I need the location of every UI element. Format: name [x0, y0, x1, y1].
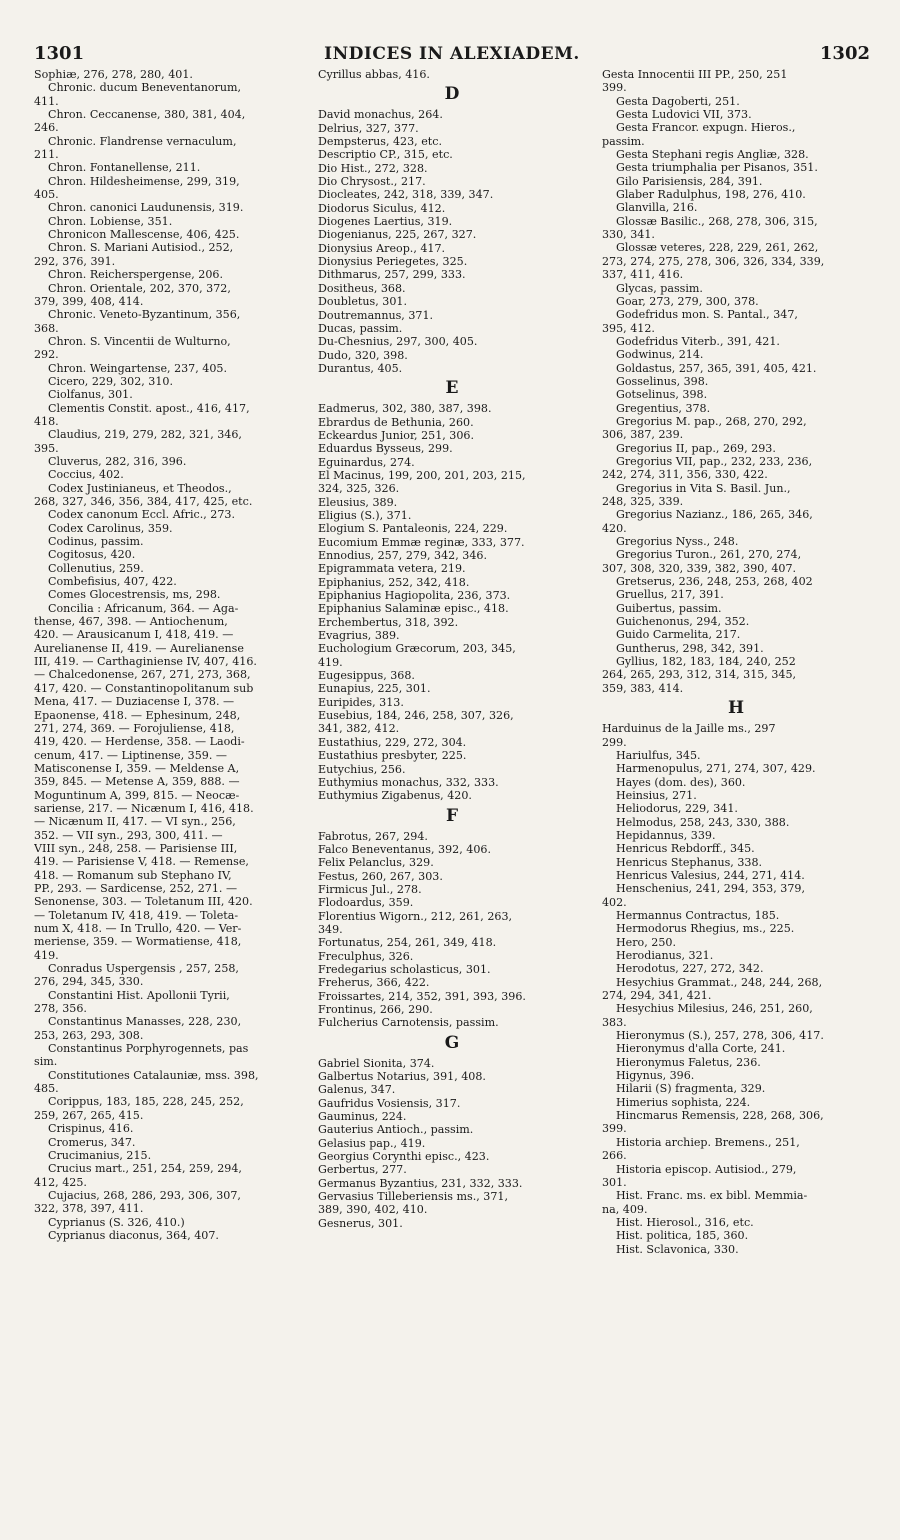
- index-entry: Hero, 250.: [616, 935, 676, 949]
- index-entry: Gauminus, 224.: [318, 1110, 407, 1124]
- index-entry: Gelasius pap., 419.: [318, 1136, 426, 1150]
- index-column-1: [34, 68, 302, 1256]
- index-entry: 292, 376, 391.: [34, 254, 116, 268]
- index-entry: 341, 382, 412.: [318, 722, 400, 736]
- index-entry: passim.: [602, 134, 645, 148]
- index-entry: Galenus, 347.: [318, 1083, 396, 1097]
- index-entry: Diogenianus, 225, 267, 327.: [318, 228, 477, 242]
- index-entry: Ciolfanus, 301.: [48, 388, 133, 402]
- index-entry: 379, 399, 408, 414.: [34, 294, 144, 308]
- index-entry: Gotselinus, 398.: [616, 388, 708, 402]
- index-entry: Chronic. Flandrense vernaculum,: [48, 134, 237, 148]
- index-entry: Dithmarus, 257, 299, 333.: [318, 268, 466, 282]
- index-entry: Godwinus, 214.: [616, 348, 704, 362]
- index-entry: Glaber Radulphus, 198, 276, 410.: [616, 188, 806, 202]
- index-entry: Diocleates, 242, 318, 339, 347.: [318, 188, 494, 202]
- index-entry: Corippus, 183, 185, 228, 245, 252,: [48, 1095, 244, 1109]
- index-entry: Ducas, passim.: [318, 321, 403, 335]
- index-entry: 307, 308, 320, 339, 382, 390, 407.: [602, 561, 797, 575]
- index-entry: Gesta Francor. expugn. Hieros.,: [616, 121, 796, 135]
- index-entry: Eustathius presbyter, 225.: [318, 749, 467, 763]
- index-entry: Gesta Innocentii III PP., 250, 251: [602, 68, 788, 81]
- index-entry: sariense, 217. — Nicænum I, 416, 418.: [34, 801, 254, 815]
- index-entry: 395, 412.: [602, 321, 655, 335]
- index-entry: Hermannus Contractus, 185.: [616, 908, 780, 922]
- index-entry: Coccius, 402.: [48, 468, 124, 482]
- index-entry: Hincmarus Remensis, 228, 268, 306,: [616, 1109, 824, 1123]
- index-entry: thense, 467, 398. — Antiochenum,: [34, 615, 228, 629]
- index-entry: Guntherus, 298, 342, 391.: [616, 641, 764, 655]
- index-entry: 359, 383, 414.: [602, 681, 684, 695]
- index-entry: 242, 274, 311, 356, 330, 422.: [602, 468, 768, 482]
- index-entry: El Macinus, 199, 200, 201, 203, 215,: [318, 468, 526, 482]
- index-entry: Cromerus, 347.: [48, 1135, 136, 1149]
- index-entry: Diogenes Laertius, 319.: [318, 215, 453, 229]
- index-entry: Goar, 273, 279, 300, 378.: [616, 294, 759, 308]
- index-entry: Eguinardus, 274.: [318, 455, 415, 469]
- index-entry: Historia episcop. Autisiod., 279,: [616, 1162, 797, 1176]
- index-entry: Chron. Orientale, 202, 370, 372,: [48, 281, 231, 295]
- index-entry: — Chalcedonense, 267, 271, 273, 368,: [34, 668, 251, 682]
- index-entry: Cluverus, 282, 316, 396.: [48, 454, 187, 468]
- index-entry: Eunapius, 225, 301.: [318, 682, 431, 696]
- index-entry: 259, 267, 265, 415.: [34, 1108, 144, 1122]
- index-entry: Hepidannus, 339.: [616, 828, 716, 842]
- index-entry: Crucimanius, 215.: [48, 1148, 152, 1162]
- index-entry: Dositheus, 368.: [318, 281, 406, 295]
- index-entry: Chron. Reicherspergense, 206.: [48, 268, 223, 282]
- index-entry: 264, 265, 293, 312, 314, 315, 345,: [602, 668, 797, 682]
- index-entry: Hermodorus Rhegius, ms., 225.: [616, 922, 795, 936]
- index-entry: Herodotus, 227, 272, 342.: [616, 962, 764, 976]
- index-entry: 420.: [602, 521, 627, 535]
- index-entry: Freherus, 366, 422.: [318, 976, 430, 990]
- index-entry: Godefridus Viterb., 391, 421.: [616, 334, 780, 348]
- index-entry: Eucomium Emmæ reginæ, 333, 377.: [318, 535, 525, 549]
- index-entry: 337, 411, 416.: [602, 268, 684, 282]
- index-entry: Falco Beneventanus, 392, 406.: [318, 842, 491, 856]
- index-entry: Codex Carolinus, 359.: [48, 521, 173, 535]
- index-entry: Euthymius Zigabenus, 420.: [318, 789, 472, 803]
- index-entry: Gregorius II, pap., 269, 293.: [616, 441, 776, 455]
- index-entry: Gesta Dagoberti, 251.: [616, 94, 740, 108]
- index-entry: 273, 274, 275, 278, 306, 326, 334, 339,: [602, 254, 825, 268]
- index-entry: Dio Chrysost., 217.: [318, 175, 426, 189]
- index-entry: Chronic. ducum Beneventanorum,: [48, 81, 242, 95]
- index-entry: Crucius mart., 251, 254, 259, 294,: [48, 1162, 242, 1176]
- index-entry: 253, 263, 293, 308.: [34, 1028, 144, 1042]
- index-entry: Chron. Weingartense, 237, 405.: [48, 361, 227, 375]
- index-entry: Matisconense I, 359. — Meldense A,: [34, 761, 240, 775]
- index-entry: Cyrillus abbas, 416.: [318, 68, 430, 81]
- index-entry: 271, 274, 369. — Forojuliense, 418,: [34, 721, 235, 735]
- index-entry: 211.: [34, 148, 59, 162]
- index-entry: Glossæ veteres, 228, 229, 261, 262,: [616, 241, 819, 255]
- index-entry: 383.: [602, 1015, 627, 1029]
- index-entry: Galbertus Notarius, 391, 408.: [318, 1070, 486, 1084]
- index-entry: Gabriel Sionita, 374.: [318, 1056, 435, 1070]
- index-entry: na, 409.: [602, 1202, 648, 1216]
- index-entry: 485.: [34, 1082, 59, 1096]
- index-column-2: [318, 68, 586, 1256]
- index-entry: 419. — Parisiense V, 418. — Remense,: [34, 855, 249, 869]
- index-entry: 359, 845. — Metense A, 359, 888. —: [34, 775, 240, 789]
- index-entry: Aurelianense II, 419. — Aurelianense: [34, 641, 244, 655]
- index-entry: Herodianus, 321.: [616, 949, 714, 962]
- index-entry: Chron. Hildesheimense, 299, 319,: [48, 174, 240, 188]
- index-entry: Hesychius Grammat., 248, 244, 268,: [616, 975, 823, 989]
- index-entry: Goldastus, 257, 365, 391, 405, 421.: [616, 361, 817, 375]
- index-entry: Cicero, 229, 302, 310.: [48, 374, 174, 388]
- index-entry: PP., 293. — Sardicense, 252, 271. —: [34, 881, 238, 895]
- index-entry: Guido Carmelita, 217.: [616, 628, 741, 642]
- index-entry: Freculphus, 326.: [318, 949, 414, 963]
- index-entry: Germanus Byzantius, 231, 332, 333.: [318, 1176, 523, 1190]
- section-letter: F: [445, 805, 459, 826]
- index-entry: 299.: [602, 735, 627, 749]
- index-entry: Hieronymus (S.), 257, 278, 306, 417.: [616, 1029, 824, 1043]
- index-entry: — Nicænum II, 417. — VI syn., 256,: [34, 815, 236, 829]
- index-entry: cenum, 417. — Liptinense, 359. —: [34, 748, 227, 762]
- index-entry: Firmicus Jul., 278.: [318, 882, 422, 896]
- index-entry: Euripides, 313.: [318, 695, 404, 709]
- index-entry: Historia archiep. Bremens., 251,: [616, 1135, 800, 1149]
- index-entry: Festus, 260, 267, 303.: [318, 869, 443, 883]
- index-entry: Mena, 417. — Duziacense I, 378. —: [34, 695, 235, 709]
- index-entry: Conradus Uspergensis , 257, 258,: [48, 962, 239, 976]
- index-entry: Hist. Franc. ms. ex bibl. Memmia-: [616, 1189, 808, 1203]
- index-entry: Higynus, 396.: [616, 1069, 695, 1083]
- index-entry: Gauterius Antioch., passim.: [318, 1123, 474, 1137]
- index-entry: 274, 294, 341, 421.: [602, 989, 712, 1003]
- index-entry: Du-Chesnius, 297, 300, 405.: [318, 335, 478, 349]
- index-entry: num X, 418. — In Trullo, 420. — Ver-: [34, 922, 242, 935]
- index-entry: Hilarii (S) fragmenta, 329.: [616, 1082, 766, 1096]
- index-entry: Hist. Sclavonica, 330.: [616, 1242, 739, 1256]
- index-entry: Chron. Fontanellense, 211.: [48, 161, 201, 175]
- index-entry: 368.: [34, 321, 59, 335]
- index-entry: Hesychius Milesius, 246, 251, 260,: [616, 1002, 813, 1016]
- index-entry: Eligius (S.), 371.: [318, 508, 412, 522]
- index-entry: Gregorius M. pap., 268, 270, 292,: [616, 414, 807, 428]
- index-entry: Henricus Stephanus, 338.: [616, 855, 763, 869]
- index-entry: Gosselinus, 398.: [616, 374, 709, 388]
- page-title: INDICES IN ALEXIADEM.: [324, 44, 580, 64]
- page-header: [34, 30, 870, 64]
- index-entry: Ennodius, 257, 279, 342, 346.: [318, 549, 487, 562]
- index-entry: Gesta triumphalia per Pisanos, 351.: [616, 161, 818, 175]
- index-entry: 352. — VII syn., 293, 300, 411. —: [34, 828, 223, 842]
- index-entry: Fredegarius scholasticus, 301.: [318, 962, 491, 976]
- index-entry: 268, 327, 346, 356, 384, 417, 425, etc.: [34, 495, 253, 508]
- index-entry: Constantini Hist. Apollonii Tyrii,: [48, 988, 230, 1002]
- index-entry: III, 419. — Carthaginiense IV, 407, 416.: [34, 655, 257, 669]
- index-entry: Georgius Corynthi episc., 423.: [318, 1150, 490, 1164]
- index-entry: 324, 325, 326.: [318, 482, 400, 496]
- index-entry: Gerbertus, 277.: [318, 1163, 407, 1177]
- index-entry: 301.: [602, 1175, 627, 1189]
- index-entry: — Toletanum IV, 418, 419. — Toleta-: [34, 908, 239, 922]
- index-entry: Chron. S. Mariani Autisiod., 252,: [48, 241, 234, 255]
- index-entry: Claudius, 219, 279, 282, 321, 346,: [48, 428, 242, 442]
- index-entry: Fabrotus, 267, 294.: [318, 829, 428, 843]
- index-entry: 322, 378, 397, 411.: [34, 1202, 144, 1216]
- index-entry: Euthymius monachus, 332, 333.: [318, 775, 499, 789]
- index-entry: 292.: [34, 348, 59, 362]
- index-entry: Gretserus, 236, 248, 253, 268, 402: [616, 575, 813, 589]
- index-columns: [34, 68, 870, 1256]
- index-entry: Eckeardus Junior, 251, 306.: [318, 428, 475, 442]
- index-entry: Evagrius, 389.: [318, 629, 400, 643]
- index-entry: Hist. politica, 185, 360.: [616, 1229, 749, 1243]
- index-entry: Collenutius, 259.: [48, 561, 144, 575]
- index-entry: Gyllius, 182, 183, 184, 240, 252: [616, 655, 796, 669]
- index-entry: Eusebius, 184, 246, 258, 307, 326,: [318, 709, 514, 723]
- index-entry: Hieronymus Faletus, 236.: [616, 1055, 761, 1069]
- index-entry: Chron. Lobiense, 351.: [48, 214, 173, 228]
- index-entry: 278, 356.: [34, 1002, 87, 1016]
- index-entry: Glossæ Basilic., 268, 278, 306, 315,: [616, 214, 818, 228]
- index-entry: Chron. Ceccanense, 380, 381, 404,: [48, 108, 246, 122]
- index-entry: Durantus, 405.: [318, 361, 403, 375]
- index-entry: Constantinus Porphyrogennets, pas: [48, 1042, 249, 1056]
- index-entry: Concilia : Africanum, 364. — Aga-: [48, 601, 239, 615]
- index-entry: meriense, 359. — Wormatiense, 418,: [34, 935, 242, 949]
- index-entry: Codex canonum Eccl. Afric., 273.: [48, 508, 235, 522]
- index-entry: Erchembertus, 318, 392.: [318, 615, 459, 629]
- index-entry: Constitutiones Catalauniæ, mss. 398,: [48, 1068, 259, 1082]
- index-entry: Senonense, 303. — Toletanum III, 420.: [34, 895, 253, 909]
- index-entry: Cyprianus diaconus, 364, 407.: [48, 1228, 219, 1242]
- index-entry: Delrius, 327, 377.: [318, 121, 419, 135]
- index-entry: Helmodus, 258, 243, 330, 388.: [616, 815, 790, 829]
- index-entry: Euchologium Græcorum, 203, 345,: [318, 642, 516, 656]
- index-entry: Glanvilla, 216.: [616, 201, 698, 215]
- index-entry: 419.: [318, 655, 343, 669]
- index-entry: Hist. Hierosol., 316, etc.: [616, 1215, 754, 1229]
- index-entry: Felix Pelanclus, 329.: [318, 856, 434, 870]
- index-entry: Descriptio CP., 315, etc.: [318, 148, 453, 162]
- index-entry: Doutremannus, 371.: [318, 308, 434, 322]
- index-entry: Gilo Parisiensis, 284, 391.: [616, 174, 763, 188]
- index-entry: 405.: [34, 188, 59, 202]
- index-entry: Chron. S. Vincentii de Wulturno,: [48, 334, 231, 348]
- section-letter: G: [444, 1032, 460, 1053]
- index-entry: Moguntinum A, 399, 815. — Neocæ-: [34, 788, 240, 802]
- index-entry: 330, 341.: [602, 228, 655, 242]
- index-entry: VIII syn., 248, 258. — Parisiense III,: [34, 841, 238, 855]
- index-entry: sim.: [34, 1055, 58, 1069]
- index-entry: Ebrardus de Bethunia, 260.: [318, 415, 474, 429]
- index-entry: 349.: [318, 922, 343, 936]
- index-entry: Epigrammata vetera, 219.: [318, 562, 466, 576]
- index-entry: 246.: [34, 121, 59, 135]
- index-entry: Guichenonus, 294, 352.: [616, 615, 750, 629]
- index-entry: 248, 325, 339.: [602, 495, 684, 508]
- index-entry: Crispinus, 416.: [48, 1122, 134, 1136]
- index-entry: Diodorus Siculus, 412.: [318, 201, 446, 215]
- index-entry: 276, 294, 345, 330.: [34, 975, 144, 989]
- index-entry: Codex Justinianeus, et Theodos.,: [48, 481, 232, 495]
- index-entry: Epiphanius Hagiopolita, 236, 373.: [318, 589, 511, 603]
- index-entry: Hariulfus, 345.: [616, 748, 701, 762]
- index-entry: Hieronymus d'alla Corte, 241.: [616, 1042, 786, 1056]
- index-entry: Gesnerus, 301.: [318, 1216, 403, 1230]
- index-entry: Dudo, 320, 398.: [318, 348, 408, 362]
- index-entry: Henricus Rebdorff., 345.: [616, 842, 755, 856]
- index-entry: 266.: [602, 1149, 627, 1163]
- index-entry: 411.: [34, 94, 59, 108]
- index-entry: 412, 425.: [34, 1175, 87, 1189]
- index-entry: Godefridus mon. S. Pantal., 347,: [616, 308, 798, 322]
- index-entry: Froissartes, 214, 352, 391, 393, 396.: [318, 989, 526, 1003]
- index-entry: Dempsterus, 423, etc.: [318, 135, 442, 149]
- index-entry: Eugesippus, 368.: [318, 669, 415, 683]
- index-entry: Hayes (dom. des), 360.: [616, 775, 746, 789]
- index-entry: Chronicon Mallescense, 406, 425.: [48, 228, 240, 242]
- index-entry: Elogium S. Pantaleonis, 224, 229.: [318, 522, 508, 536]
- index-entry: Dionysius Areop., 417.: [318, 241, 446, 255]
- index-entry: Frontinus, 266, 290.: [318, 1003, 433, 1016]
- index-entry: Gregorius Nyss., 248.: [616, 535, 739, 549]
- index-entry: Dio Hist., 272, 328.: [318, 161, 428, 175]
- section-letter: E: [445, 378, 459, 399]
- index-entry: Eduardus Bysseus, 299.: [318, 442, 453, 456]
- index-entry: Epiphanius, 252, 342, 418.: [318, 575, 470, 589]
- index-entry: Flodoardus, 359.: [318, 896, 414, 910]
- index-entry: Glycas, passim.: [616, 281, 703, 295]
- index-entry: Dionysius Periegetes, 325.: [318, 255, 468, 269]
- index-entry: Doubletus, 301.: [318, 295, 407, 309]
- index-entry: Combefisius, 407, 422.: [48, 575, 177, 589]
- index-entry: Clementis Constit. apost., 416, 417,: [48, 401, 250, 415]
- index-entry: Chron. canonici Laudunensis, 319.: [48, 201, 244, 215]
- section-letter: H: [727, 698, 745, 719]
- index-entry: Heinsius, 271.: [616, 788, 697, 802]
- index-entry: Cogitosus, 420.: [48, 548, 136, 562]
- index-entry: Henschenius, 241, 294, 353, 379,: [616, 882, 805, 896]
- index-entry: Gervasius Tilleberiensis ms., 371,: [318, 1190, 509, 1204]
- index-entry: 419.: [34, 948, 59, 962]
- index-entry: Cyprianus (S. 326, 410.): [48, 1215, 185, 1229]
- index-entry: Gregorius Turon., 261, 270, 274,: [616, 548, 802, 562]
- index-entry: 306, 387, 239.: [602, 428, 684, 442]
- index-entry: Gruellus, 217, 391.: [616, 588, 724, 602]
- index-entry: Fortunatus, 254, 261, 349, 418.: [318, 936, 497, 950]
- index-entry: Eadmerus, 302, 380, 387, 398.: [318, 402, 492, 416]
- index-entry: Florentius Wigorn., 212, 261, 263,: [318, 909, 513, 923]
- index-entry: Cujacius, 268, 286, 293, 306, 307,: [48, 1188, 241, 1202]
- index-entry: Eutychius, 256.: [318, 762, 406, 776]
- index-entry: Gesta Ludovici VII, 373.: [616, 108, 752, 122]
- index-entry: Codinus, passim.: [48, 535, 144, 549]
- index-entry: Comes Glocestrensis, ms, 298.: [48, 588, 221, 602]
- index-entry: Chronic. Veneto-Byzantinum, 356,: [48, 308, 241, 322]
- left-page-number: 1301: [34, 43, 85, 64]
- index-entry: Gaufridus Vosiensis, 317.: [318, 1096, 461, 1110]
- index-entry: 418. — Romanum sub Stephano IV,: [34, 868, 232, 882]
- index-entry: Gregorius VII, pap., 232, 233, 236,: [616, 454, 813, 468]
- index-entry: Guibertus, passim.: [616, 601, 722, 615]
- right-page-number: 1302: [819, 43, 870, 64]
- index-entry: David monachus, 264.: [318, 108, 443, 122]
- index-entry: 399.: [602, 81, 627, 95]
- index-entry: 389, 390, 402, 410.: [318, 1203, 428, 1217]
- index-entry: Harmenopulus, 271, 274, 307, 429.: [616, 762, 816, 776]
- index-entry: Eustathius, 229, 272, 304.: [318, 735, 467, 749]
- index-entry: Sophiæ, 276, 278, 280, 401.: [34, 68, 193, 81]
- index-entry: 417, 420. — Constantinopolitanum sub: [34, 681, 254, 695]
- index-entry: 399.: [602, 1122, 627, 1136]
- index-entry: Himerius sophista, 224.: [616, 1095, 751, 1109]
- index-entry: 420. — Arausicanum I, 418, 419. —: [34, 628, 234, 642]
- index-entry: Henricus Valesius, 244, 271, 414.: [616, 868, 805, 882]
- index-entry: Harduinus de la Jaille ms., 297: [602, 722, 776, 736]
- index-entry: Constantinus Manasses, 228, 230,: [48, 1015, 242, 1029]
- index-entry: 419, 420. — Herdense, 358. — Laodi-: [34, 735, 245, 749]
- index-entry: Epiphanius Salaminæ episc., 418.: [318, 602, 509, 616]
- index-entry: 418.: [34, 414, 59, 428]
- index-entry: Epaonense, 418. — Ephesinum, 248,: [34, 708, 241, 722]
- index-entry: 402.: [602, 895, 627, 909]
- index-entry: Gregorius Nazianz., 186, 265, 346,: [616, 508, 813, 522]
- index-entry: Heliodorus, 229, 341.: [616, 802, 738, 816]
- section-letter: D: [444, 84, 460, 105]
- index-entry: Gregentius, 378.: [616, 401, 711, 415]
- index-entry: Eleusius, 389.: [318, 495, 398, 509]
- index-entry: Gregorius in Vita S. Basil. Jun.,: [616, 481, 791, 495]
- index-entry: Fulcherius Carnotensis, passim.: [318, 1016, 499, 1030]
- index-entry: 395.: [34, 441, 59, 455]
- index-entry: Gesta Stephani regis Angliæ, 328.: [616, 148, 809, 162]
- index-column-3: [602, 68, 870, 1256]
